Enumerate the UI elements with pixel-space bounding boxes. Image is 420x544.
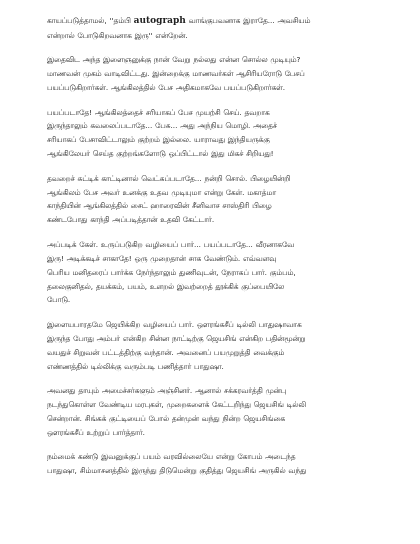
text-line xyxy=(47,266,398,280)
text-line xyxy=(47,293,398,307)
text-line xyxy=(47,398,398,412)
text-segment: மாணவன் முகம் வாடிவிட்டது. இன்றைக்கு மாணவர்கள் ஆசிரியரோடு பேசப் xyxy=(47,69,305,79)
text-segment: ஆங்கிலேயர் செய்த குற்றங்களோடு ஒப்பிட்டால் இது மிகச் சிறியது! xyxy=(47,149,274,159)
text-segment: ஆங்கிலம் பேச அவர் உனக்கு உதவ முடியுமா என்று கேள். மகாத்மா xyxy=(47,187,277,197)
english-word: autograph xyxy=(133,16,186,26)
text-segment: இருந்தாலும் கவலைப்படாதே... பேசு... அது அந்நிய மொழி. அதைச் xyxy=(47,121,277,131)
text-segment: இதைவிட அந்த இளைஞனுக்கு நான் வேறு நல்லது என்ன சொல்ல முடியும்? xyxy=(47,55,301,65)
text-segment: சரியாகப் பேசாவிட்டாலும் குற்றம் இல்லை. யாராவது இந்தியருக்கு xyxy=(47,135,270,145)
text-line xyxy=(47,14,398,29)
text-line xyxy=(47,106,398,120)
text-segment: போடு. xyxy=(47,295,71,305)
paragraph xyxy=(47,14,398,43)
text-segment: பெரிய மனிதரைப் பார்க்க நேர்ந்தாலும் துணிவுடன், நேராகப் பார். கும்பம், xyxy=(47,267,296,277)
text-line xyxy=(47,346,398,360)
paragraph xyxy=(47,238,398,308)
text-line xyxy=(47,186,398,200)
text-line xyxy=(47,238,398,252)
text-segment: பயப்படுகிறார்கள். ஆங்கிலத்தில் பேச அதிகமாகவே பயப்படுகிறார்கள். xyxy=(47,83,286,93)
text-line xyxy=(47,133,398,147)
text-segment: இரு! அடிக்கடிச் சாகாதே! ஒரு முறைதான் சாக வேண்டும். எவ்வளவு xyxy=(47,253,277,263)
text-line xyxy=(47,119,398,133)
text-segment: இளையபாரதமே ஜெயிக்கிற வழியைப் பார். ஔரங்கசீப் டில்லி பாதுஷாவாக xyxy=(47,319,302,329)
text-line xyxy=(47,318,398,332)
paragraph xyxy=(47,106,398,162)
text-segment: வாங்குபவனாக இராதே... அவசியம் xyxy=(185,16,311,25)
text-segment: ஔரங்கசீப் உற்றுப் பார்த்தார். xyxy=(47,427,146,437)
text-segment: நம்மைக் கண்டு இவனுக்குப் பயம் வரவில்லையே என்று கோபம் அடைந்த xyxy=(47,452,296,462)
text-line xyxy=(47,213,398,227)
text-segment: தவறைச் சுட்டிக் காட்டினால் வெட்கப்படாதே... நன்றி சொல். பிழையின்றி xyxy=(47,173,291,183)
text-segment: சென்றான். சிங்கக் குட்டியைப் போல் தன்முன் வந்து நின்ற ஜெயசிங்கை xyxy=(47,413,286,423)
paragraph xyxy=(47,384,398,440)
paragraph xyxy=(47,172,398,228)
text-segment: கண்டபோது காந்தி அப்படித்தான் உதவி கேட்டார். xyxy=(47,215,215,225)
text-line xyxy=(47,53,398,67)
text-line xyxy=(47,332,398,346)
text-segment: என்றால் போடுகிறவனாக இரு'' என்றேன். xyxy=(47,30,188,40)
text-line xyxy=(47,280,398,294)
text-segment: காயப்படுத்தாமல், ''தம்பி xyxy=(47,16,134,25)
text-segment: வயதுச் சிறுவன் பட்டத்திற்கு வந்தான். அவனைப் பயமுறுத்தி வைக்கும் xyxy=(47,347,285,357)
paragraph xyxy=(47,450,398,478)
text-line xyxy=(47,360,398,374)
text-line xyxy=(47,464,398,478)
text-line xyxy=(47,199,398,213)
text-line xyxy=(47,252,398,266)
text-segment: அவனது தாயும் அமைச்சர்களும் அஞ்சினர். ஆனால் சக்கரவர்த்தி முன்பு xyxy=(47,385,287,395)
text-segment: பாதுஷா, சிம்மாசனத்தில் இருந்து திடுமென்று குதித்து ஜெயசிங் அருகில் வந்து xyxy=(47,465,307,475)
text-segment: எண்ணத்தில் டில்லிக்கு வரும்படி பணித்தார் பாதுஷா. xyxy=(47,361,224,371)
text-line xyxy=(47,412,398,426)
text-line xyxy=(47,81,398,95)
paragraph xyxy=(47,318,398,374)
text-line xyxy=(47,426,398,440)
text-line xyxy=(47,67,398,81)
text-line xyxy=(47,450,398,464)
text-segment: நடந்துகொள்ள வேண்டிய மரபுகள், முறைகளைக் கேட்டறிந்து ஜெயசிங் டில்லி xyxy=(47,399,306,409)
text-segment: இருந்த போது அம்பர் என்கிற சின்ன நாட்டிற்கு ஜெயசிங் என்கிற பதின்மூன்று xyxy=(47,333,306,343)
text-line xyxy=(47,172,398,186)
text-segment: அப்படிக் கேள். உருப்படுகிற வழியைப் பார்... பயப்படாதே... வீரனாகவே xyxy=(47,239,295,249)
text-segment: தலைகுனிதல், தயக்கம், பயம், உளறல் இவற்றைத் தூக்கிக் குப்பையிலே xyxy=(47,281,285,291)
text-line xyxy=(47,29,398,43)
text-segment: காந்தியின் ஆங்கிலத்தில் சைட் ஹாரைவின் சீனிவாச சாஸ்திரி பிழை xyxy=(47,201,272,211)
text-line xyxy=(47,384,398,398)
text-line xyxy=(47,147,398,161)
text-segment: பயப்படாதே! ஆங்கிலத்தைச் சரியாகப் பேச முயற்சி செய். தவறாக xyxy=(47,107,270,117)
paragraph xyxy=(47,53,398,95)
